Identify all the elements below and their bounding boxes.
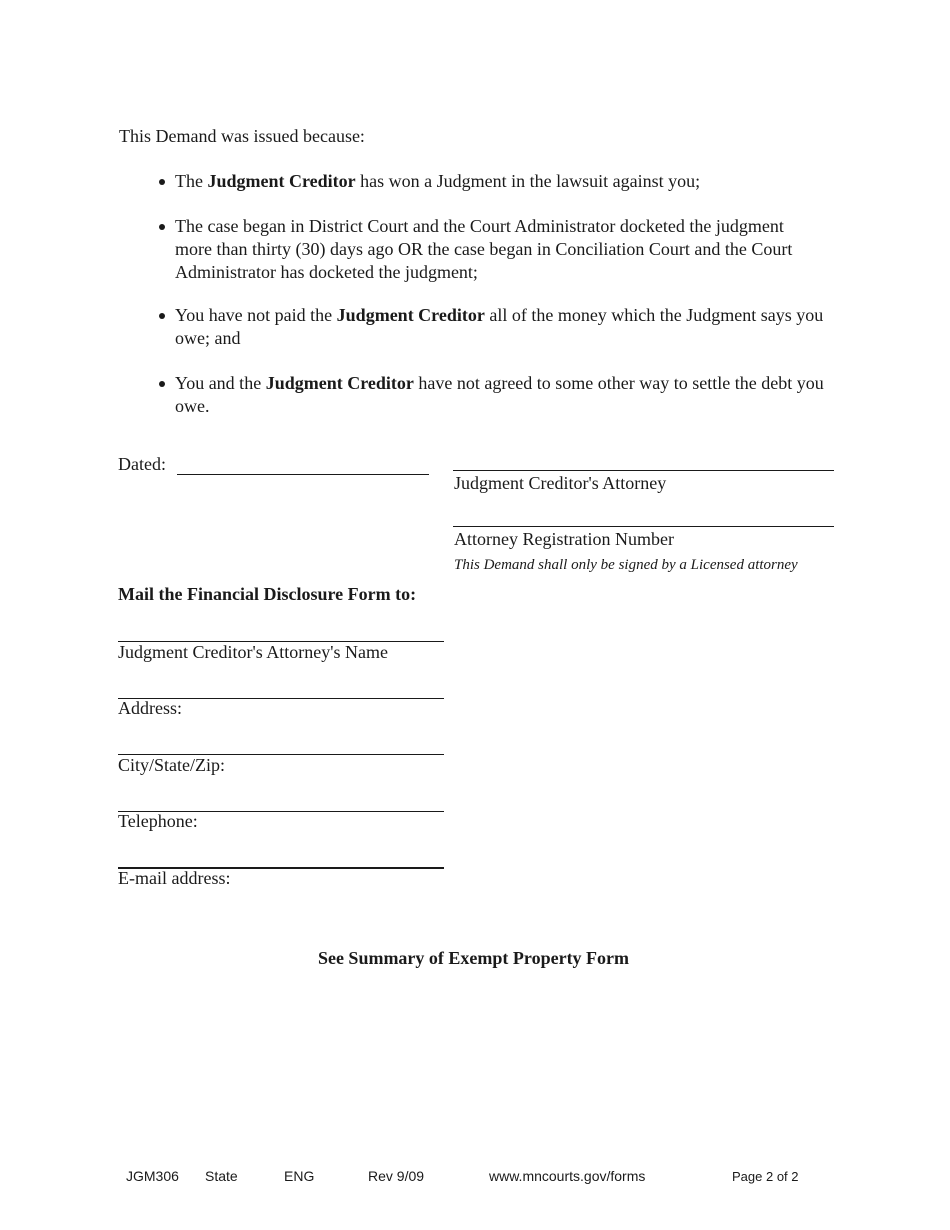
- reason-text: The case began in District Court and the Court Administrator docketed the judgment more than thirty (30) days ago OR the case began in Conciliation Court and the Court Administrator has docketed the judgment;: [175, 216, 793, 282]
- reason-text: The Judgment Creditor has won a Judgment in the lawsuit against you;: [175, 171, 701, 191]
- summary-form-reference: See Summary of Exempt Property Form: [317, 948, 630, 968]
- telephone-label: Telephone:: [118, 811, 198, 831]
- dated-line[interactable]: [177, 474, 429, 475]
- attorney-name-label: Judgment Creditor's Attorney's Name: [118, 642, 388, 662]
- intro-text: This Demand was issued because:: [119, 126, 365, 146]
- footer-language: ENG: [284, 1168, 315, 1184]
- reason-text: You and the Judgment Creditor have not agreed to some other way to settle the debt you owe.: [175, 373, 824, 416]
- footer-page-number: Page 2 of 2: [732, 1169, 799, 1184]
- bullet-icon: [159, 313, 165, 319]
- dated-label: Dated:: [118, 454, 166, 474]
- footer-website[interactable]: www.mncourts.gov/forms: [489, 1168, 646, 1184]
- email-label: E-mail address:: [118, 868, 231, 888]
- reason-text: You have not paid the Judgment Creditor all of the money which the Judgment says you owe; and: [175, 305, 824, 348]
- registration-label: Attorney Registration Number: [454, 529, 674, 549]
- attorney-label: Judgment Creditor's Attorney: [454, 473, 667, 493]
- bullet-icon: [159, 381, 165, 387]
- registration-number-line[interactable]: [453, 526, 834, 527]
- bullet-icon: [159, 224, 165, 230]
- mail-heading: Mail the Financial Disclosure Form to:: [118, 584, 417, 604]
- address-label: Address:: [118, 698, 182, 718]
- footer-form-code: JGM306: [126, 1168, 179, 1184]
- attorney-note: This Demand shall only be signed by a Licensed attorney: [454, 557, 798, 573]
- footer-revision: Rev 9/09: [368, 1168, 425, 1184]
- footer-scope: State: [205, 1168, 238, 1184]
- attorney-signature-line[interactable]: [453, 470, 834, 471]
- city-state-zip-label: City/State/Zip:: [118, 755, 225, 775]
- bullet-icon: [159, 179, 165, 185]
